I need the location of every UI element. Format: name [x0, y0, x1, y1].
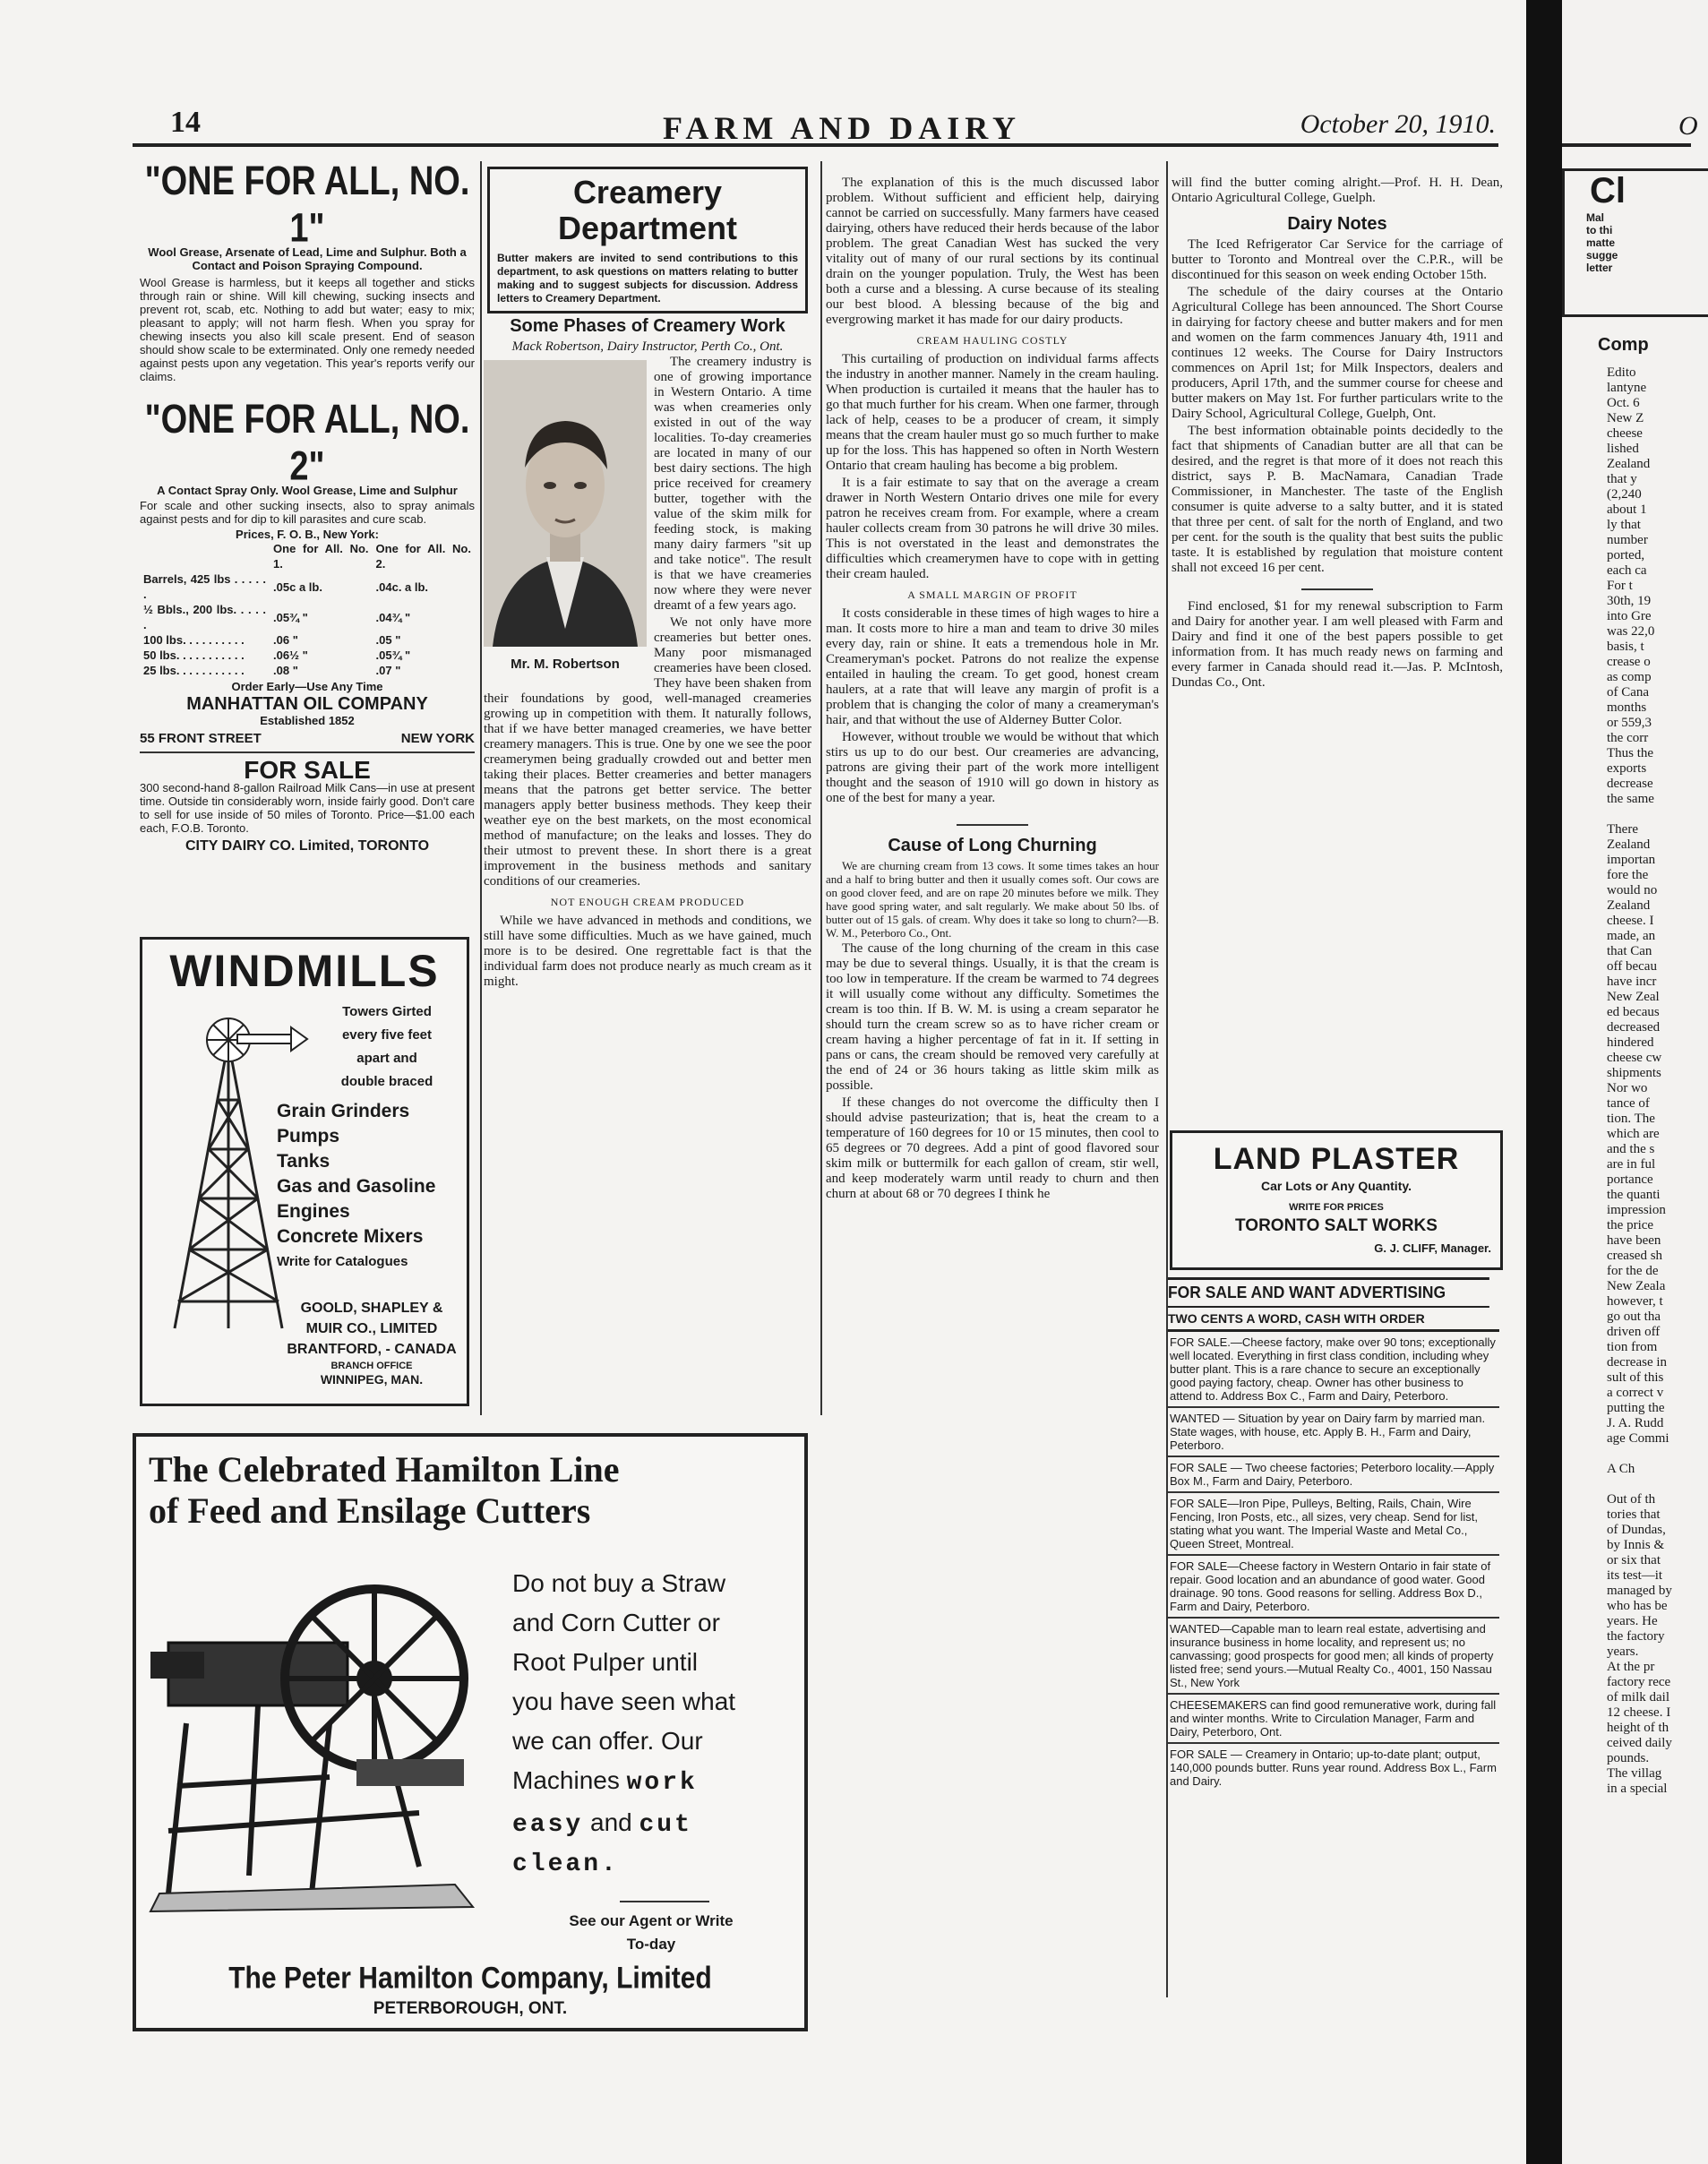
- windmills-ad: [140, 937, 469, 1406]
- product-item: Tanks: [277, 1151, 330, 1172]
- adjacent-line: cheese: [1607, 426, 1643, 441]
- section-divider: [1301, 588, 1373, 590]
- adjacent-line: sult of this: [1607, 1370, 1664, 1385]
- adjacent-line: or six that: [1607, 1553, 1661, 1567]
- column-4-notes: [1172, 176, 1503, 692]
- paragraph: This curtailing of production on individual farms affects the industry in another manner. Namely in the cream hauling. When production is curtailed it means that the hauler has to go that much further for his cream. When one farmer, through lack of help, ceases to be a producer of cream, it simply means that the cream hauler must go so much further to make up for the loss. This has happened so often in North Western Ontario that cream hauling has become a big problem.: [826, 352, 1159, 473]
- branch-city: WINNIPEG, MAN.: [320, 1372, 424, 1387]
- body-line: you have seen what: [512, 1687, 736, 1715]
- adjacent-line: New Z: [1607, 411, 1644, 425]
- hamilton-ad: [133, 1433, 808, 2031]
- paragraph: We not only have more creameries but better ones. Many poor mismanaged creameries have been closed. They have been shaken from their foundations by good, well-managed creameries growing up in competition with them. It naturally follows, that if we have better managed creameries, we have better creamery managers. This is true. One by one we see the poor creamerymen being gradually crowded out and better men taking their places. Better creameries and better managers means that the patrons get better service. The better managers apply better business methods. They keep their weather eye on the best markets, on the most economical method of manufacture; on the leaks and losses. They do their utmost to prevent these. In short there is a great improvement in the business methods and sanitary conditions of our creameries.: [484, 615, 811, 889]
- adjacent-line: 12 cheese. I: [1607, 1705, 1671, 1720]
- column-1-ads: [140, 158, 475, 854]
- dept-intro: Butter makers are invited to send contributions to this department, to ask questions on matters relating to butter making and to suggest subjects for discussion. Address letters to Creamery Department.: [497, 252, 798, 305]
- intro-fragment: sugge: [1586, 249, 1618, 262]
- land-plaster-sub: Car Lots or Any Quantity.: [1260, 1179, 1412, 1193]
- adjacent-line: importan: [1607, 853, 1656, 867]
- adjacent-line: crease o: [1607, 655, 1651, 669]
- price-row: [140, 648, 475, 663]
- hamilton-title-1: The Celebrated Hamilton Line: [149, 1449, 620, 1490]
- adjacent-line: shipments: [1607, 1066, 1661, 1080]
- tower-line: every five feet: [341, 1027, 433, 1043]
- price-cell: .06 ": [273, 633, 298, 647]
- paragraph: The explanation of this is the much discussed labor problem. Without sufficient and efficient help, dairying cannot be carried on successfully. Many farmers have ceased dairying, others have reduced their herds because of the labor problem. The great Canadian West has sucked the very vitality out of many of our rural sections by its continual drain on the younger population. Truly, the West has been both a curse and a blessing. A curse because of its stealing our best blood. A blessing because of the big and evergrowing market it has made for our dairy products.: [826, 176, 1159, 327]
- classified-list: [1168, 1332, 1499, 1791]
- paragraph: The Iced Refrigerator Car Service for the carriage of butter to Toronto and Montreal over the C.P.R., will be discontinued for this season on week ending October 15th.: [1172, 237, 1503, 282]
- product-item: Concrete Mixers: [277, 1226, 424, 1247]
- adjacent-line: putting the: [1607, 1401, 1665, 1415]
- price-cell: .05¾ ": [273, 610, 308, 624]
- adjacent-line: Zealand: [1607, 457, 1651, 471]
- price-head-cell: [140, 541, 270, 571]
- tower-line: apart and: [356, 1051, 417, 1066]
- adjacent-line: driven off: [1607, 1325, 1661, 1339]
- body-line: Do not buy a Straw: [512, 1569, 726, 1597]
- adjacent-line: ceived daily: [1607, 1736, 1672, 1750]
- hamilton-company: The Peter Hamilton Company, Limited: [228, 1961, 712, 1996]
- adjacent-line: decrease in: [1607, 1355, 1668, 1370]
- ad2-subtitle: A Contact Spray Only. Wool Grease, Lime and Sulphur: [157, 484, 458, 497]
- body-line-machines: [512, 1761, 790, 1803]
- adjacent-line: off becau: [1607, 959, 1657, 974]
- adjacent-text-column: [1607, 365, 1696, 1797]
- hamilton-title-2: of Feed and Ensilage Cutters: [149, 1490, 591, 1531]
- forsale-company: CITY DAIRY CO. Limited, TORONTO: [185, 838, 430, 854]
- price-cell: 25 lbs. . . . . . . . . . .: [143, 664, 245, 677]
- adjacent-line: lantyne: [1607, 381, 1647, 395]
- classified-title: FOR SALE AND WANT ADVERTISING: [1168, 1277, 1489, 1308]
- classified-item: WANTED — Situation by year on Dairy farm by married man. State wages, with house, etc. Apply B. H., Farm and Dairy, Peterboro.: [1168, 1408, 1499, 1457]
- creamery-dept-box: [487, 167, 808, 313]
- adjacent-line: creased sh: [1607, 1249, 1663, 1263]
- forsale-title: FOR SALE: [244, 756, 371, 784]
- adjacent-line: the quanti: [1607, 1188, 1661, 1202]
- hamilton-body: [512, 1564, 790, 1885]
- product-item: Gas and Gasoline: [277, 1176, 436, 1197]
- ad2-body: For scale and other sucking insects, also to spray animals against pests and for dip to kill parasites and cure scab.: [140, 499, 475, 526]
- adjacent-line: which are: [1607, 1127, 1660, 1141]
- adjacent-line: Oct. 6: [1607, 396, 1640, 410]
- adjacent-line: decreased: [1607, 1020, 1661, 1035]
- address-street: 55 FRONT STREET: [140, 731, 262, 746]
- classified-item: FOR SALE.—Cheese factory, make over 90 tons; exceptionally well located. Everything in first class condition, including whey butter plant. This is a rare chance to secure an exceptionally good paying factory, cheap. Owner has other business to attend to. Address Box C., Farm and Dairy, Peterboro.: [1168, 1332, 1499, 1408]
- price-cell: .05 ": [375, 633, 401, 647]
- land-plaster-title: LAND PLASTER: [1213, 1142, 1460, 1176]
- photo-caption: Mr. M. Robertson: [511, 657, 620, 672]
- ad1-subtitle: Wool Grease, Arsenate of Lead, Lime and Sulphur. Both a Contact and Poison Spraying Compound.: [148, 245, 467, 272]
- price-cell: 50 lbs. . . . . . . . . . .: [143, 648, 245, 662]
- adjacent-line: by Innis &: [1607, 1538, 1665, 1552]
- adjacent-line: Zealand: [1607, 898, 1651, 913]
- body-line: we can offer. Our: [512, 1727, 703, 1755]
- adjacent-line: that y: [1607, 472, 1637, 486]
- adjacent-line: Zealand: [1607, 837, 1651, 852]
- body-word: Machines: [512, 1766, 620, 1794]
- intro-fragment: to thi: [1586, 224, 1613, 236]
- subheading: NOT ENOUGH CREAM PRODUCED: [550, 896, 745, 908]
- question-paragraph: We are churning cream from 13 cows. It some times takes an hour and a half to bring butter and then it usually comes soft. Our cows are on good clover feed, and are on rape 20 minutes before we milk. They have good spring water, and salt regularly. We make about 50 lbs. of butter out of 15 gals. of cream. Why does it take so long to churn?—B. W. M., Peterboro Co., Ont.: [826, 859, 1159, 940]
- ad1-title: "ONE FOR ALL, NO. 1": [144, 159, 470, 252]
- adjacent-line: years. He: [1607, 1614, 1658, 1628]
- price-cell: .06½ ": [273, 648, 308, 662]
- adjacent-line: have incr: [1607, 975, 1657, 989]
- adjacent-line: Out of th: [1607, 1492, 1656, 1507]
- adjacent-line: Thus the: [1607, 746, 1654, 760]
- paragraph: Find enclosed, $1 for my renewal subscription to Farm and Dairy for another year. I am well pleased with Farm and Dairy and find it one of the best papers possible to get information from. It has much ready news on farming and every farmer in Canada should read it.—Jas. P. McIntosh, Dundas Co., Ont.: [1172, 599, 1503, 690]
- portrait-block: [484, 360, 647, 683]
- adjacent-line: J. A. Rudd: [1607, 1416, 1664, 1430]
- adjacent-line: tion. The: [1607, 1112, 1655, 1126]
- adjacent-line: cheese cw: [1607, 1051, 1662, 1065]
- company-line: BRANTFORD, - CANADA: [287, 1342, 457, 1357]
- product-item: Engines: [277, 1201, 350, 1222]
- adjacent-line: [1607, 1477, 1696, 1492]
- adjacent-line: go out tha: [1607, 1310, 1661, 1324]
- paragraph: The cause of the long churning of the cream in this case may be due to several things. Usually, it is that the cream is too low in temperature. If the cream be warmed to 74 degrees it will usually come without any difficulty. Sometimes the cream is too thin. If B. W. M. is using a cream separator he should turn the cream screw so as to have richer cream or cream having a higher percentage of fat in it. If setting in pans or cans, the cream should be removed very carefully at the end of 24 or 36 hours taking as little skim milk as possible.: [826, 941, 1159, 1093]
- classified-item: FOR SALE—Iron Pipe, Pulleys, Belting, Rails, Chain, Wire Fencing, Iron Posts, etc., all sizes, very cheap. Send for list, stating what you want. The Imperial Waste and Metal Co., Queen Street, Montreal.: [1168, 1493, 1499, 1556]
- classified-section: [1168, 1277, 1499, 1791]
- adjacent-line: basis, t: [1607, 640, 1644, 654]
- adjacent-line: (2,240: [1607, 487, 1642, 502]
- header-rule: [133, 143, 1498, 147]
- adjacent-line: decrease: [1607, 777, 1653, 791]
- adjacent-line: managed by: [1607, 1584, 1672, 1598]
- price-cell: Barrels, 425 lbs . . . . . .: [143, 572, 267, 601]
- price-cell: .04c. a lb.: [375, 580, 429, 594]
- hamilton-cta: [512, 1910, 790, 1956]
- adjacent-line: ed becaus: [1607, 1005, 1660, 1019]
- adjacent-line: in a special: [1607, 1782, 1668, 1796]
- branch-office: BRANCH OFFICE: [330, 1361, 413, 1371]
- adjacent-line: For t: [1607, 579, 1633, 593]
- page-number: 14: [170, 106, 201, 139]
- portrait-photo: [484, 360, 647, 647]
- price-cell: ½ Bbls., 200 lbs. . . . . .: [143, 603, 267, 631]
- adjacent-line: The villag: [1607, 1766, 1662, 1781]
- adjacent-line: as comp: [1607, 670, 1652, 684]
- adjacent-line: about 1: [1607, 502, 1647, 517]
- adjacent-line: hindered: [1607, 1035, 1654, 1050]
- adjacent-dept-box: [1562, 168, 1708, 317]
- classified-item: FOR SALE — Two cheese factories; Peterboro locality.—Apply Box M., Farm and Dairy, Peterboro.: [1168, 1457, 1499, 1493]
- adjacent-line: portance: [1607, 1172, 1653, 1187]
- land-plaster-write: WRITE FOR PRICES: [1289, 1202, 1384, 1213]
- adjacent-line: who has be: [1607, 1599, 1668, 1613]
- adjacent-dept-intro: [1565, 211, 1708, 274]
- price-cell: .05¾ ": [375, 648, 411, 662]
- hamilton-city: PETERBOROUGH, ONT.: [373, 1999, 568, 2018]
- adjacent-line: New Zeal: [1607, 990, 1660, 1004]
- adjacent-line: the factory: [1607, 1629, 1665, 1644]
- adjacent-line: of Cana: [1607, 685, 1650, 700]
- price-cell: .05c a lb.: [273, 580, 322, 594]
- adjacent-line: height of th: [1607, 1721, 1669, 1735]
- manhattan-address: [140, 731, 475, 753]
- dept-title: Creamery Department: [557, 174, 738, 246]
- prices-title: Prices, F. O. B., New York:: [236, 528, 379, 541]
- adjacent-line: of Dundas,: [1607, 1523, 1666, 1537]
- intro-fragment: Mal: [1586, 211, 1605, 224]
- body-word-bold: work: [626, 1769, 698, 1797]
- adjacent-comp-heading: Comp: [1598, 335, 1649, 355]
- adjacent-header-letter: O: [1678, 111, 1698, 141]
- adjacent-line: cheese. I: [1607, 914, 1654, 928]
- intro-fragment: matte: [1586, 236, 1616, 249]
- adjacent-line: tance of: [1607, 1096, 1650, 1111]
- product-item: Pumps: [277, 1126, 340, 1146]
- adjacent-line: have been: [1607, 1233, 1661, 1248]
- adjacent-line: Edito: [1607, 365, 1636, 380]
- price-cell: .04¾ ": [375, 610, 411, 624]
- adjacent-line: or 559,3: [1607, 716, 1652, 730]
- order-line: Order Early—Use Any Time: [231, 680, 383, 693]
- company-line: GOOLD, SHAPLEY &: [300, 1301, 443, 1316]
- manhattan-company: MANHATTAN OIL COMPANY: [186, 694, 428, 714]
- masthead: FARM AND DAIRY: [663, 110, 1022, 146]
- article-title: Some Phases of Creamery Work: [510, 316, 785, 336]
- adjacent-line: of milk dail: [1607, 1690, 1669, 1705]
- adjacent-line: ly that: [1607, 518, 1641, 532]
- adjacent-line: pounds.: [1607, 1751, 1650, 1765]
- classified-rate: TWO CENTS A WORD, CASH WITH ORDER: [1168, 1308, 1499, 1332]
- column-3-article: [826, 176, 1159, 1204]
- adjacent-line: and the s: [1607, 1142, 1655, 1156]
- paragraph: The best information obtainable points decidedly to the fact that shipments of Canadian butter are all that can be desired, and the regret is that more of it does not reach this district, says P. B. MacNamara, Canadian Trade Commissioner, in Manchester. The taste of the English consumer is quite adverse to a salty butter, and it is stated that three per cent. of salt for the north of England, and two per cent. for the south is the quality that best suits the public taste. It is established by regulation that moisture content shall not exceed 16 per cent.: [1172, 424, 1503, 575]
- paragraph: It is a fair estimate to say that on the average a cream drawer in North Western Ontario drives one mile for every patron he receives cream from. For example, where a cream hauler collects cream from 30 patrons he will drive 30 miles. This is not overstated in the least and demonstrates the difficulties which creamerymen have to cope with in getting their cream hauled.: [826, 476, 1159, 581]
- adjacent-line: number: [1607, 533, 1648, 547]
- subheading: CREAM HAULING COSTLY: [916, 334, 1069, 347]
- adjacent-line: [1607, 807, 1696, 822]
- column-rule: [820, 161, 822, 1415]
- body-line-easy: [512, 1803, 790, 1845]
- adjacent-line: the price: [1607, 1218, 1654, 1232]
- adjacent-line: fore the: [1607, 868, 1649, 882]
- address-city: NEW YORK: [400, 731, 475, 746]
- adjacent-header-rule: [1562, 143, 1691, 147]
- company-line: MUIR CO., LIMITED: [305, 1321, 438, 1336]
- issue-date: October 20, 1910.: [1300, 109, 1496, 139]
- adjacent-line: into Gre: [1607, 609, 1652, 623]
- article-byline: Mack Robertson, Dairy Instructor, Perth Co., Ont.: [511, 339, 784, 354]
- product-item: Grain Grinders: [277, 1101, 410, 1121]
- adjacent-line: was 22,0: [1607, 624, 1655, 639]
- price-cell: 100 lbs. . . . . . . . . .: [143, 633, 245, 647]
- body-word-bold: clean.: [512, 1851, 619, 1878]
- body-word: and: [590, 1808, 632, 1836]
- price-row: [140, 663, 475, 678]
- cutter-machine-illustration: [150, 1562, 491, 1911]
- adjacent-line: would no: [1607, 883, 1658, 897]
- ad1-body: Wool Grease is harmless, but it keeps all together and sticks through rain or shine. Will kill chewing, sucking insects and prevent rot, scab, etc. Nothing to add but water; easy to mix; pleasant to apply; will not harm flesh. When you spray for chewing insects you also kill scale present. End of season should show scale to be exterminated. Only one remedy needed against pests upon any vegetation. This year's reports verify our claims.: [140, 276, 475, 383]
- subheading: A SMALL MARGIN OF PROFIT: [907, 588, 1077, 601]
- adjacent-line: New Zeala: [1607, 1279, 1666, 1293]
- adjacent-line: tories that: [1607, 1507, 1661, 1522]
- adjacent-line: are in ful: [1607, 1157, 1656, 1172]
- adjacent-line: months: [1607, 700, 1647, 715]
- paragraph: It costs considerable in these times of high wages to hire a man. It costs more to hire a man and team to drive 30 miles every day, rain or shine. It eats a tremendous hole in Mr. Creameryman's pocket. Patrons do not realize the expense entailed in hauling the cream. To get good, honest cream haulers, at a rate that will leave any margin of profit is a problem that is changing the color of many a creameryman's hair, and that without the use of Alderney Butter Color.: [826, 606, 1159, 727]
- paragraph: However, without trouble we would be without that which stirs us up to do our best. Our creameries are advancing, patrons are giving their part of the work more intelligent thought and the season of 1910 will go down in history as one of the best for many a year.: [826, 730, 1159, 805]
- paragraph: While we have advanced in methods and conditions, we still have some difficulties. Much as we have gained, much more is to be desired. One regrettable fact is that the individual farm does not produce nearly as much cream as it might.: [484, 914, 811, 989]
- column-2-creamery: [484, 167, 811, 992]
- today-line: To-day: [626, 1936, 676, 1953]
- adjacent-line: years.: [1607, 1644, 1639, 1659]
- adjacent-line: however, t: [1607, 1294, 1663, 1309]
- adjacent-line: 30th, 19: [1607, 594, 1652, 608]
- adjacent-line: Nor wo: [1607, 1081, 1648, 1095]
- classified-item: FOR SALE — Creamery in Ontario; up-to-date plant; output, 140,000 pounds butter. Runs year round. Address Box L., Farm and Dairy.: [1170, 1748, 1497, 1788]
- adjacent-line: lished: [1607, 442, 1639, 456]
- ad-divider: [620, 1901, 709, 1902]
- classified-item: CHEESEMAKERS can find good remunerative work, during fall and winter months. Write to Circulation Manager, Farm and Dairy, Peterboro, Ont.: [1168, 1695, 1499, 1744]
- land-plaster-manager: G. J. CLIFF, Manager.: [1374, 1241, 1491, 1255]
- price-cell: .07 ": [375, 664, 401, 677]
- windmills-title: WINDMILLS: [169, 946, 440, 996]
- paragraph: The creamery industry is one of growing importance in Western Ontario. A time was when creameries only existed in out of the way localities. To-day creameries are located in many of our best dairy sections. The high price received for creamery butter, together with the value of the skim milk for feeding stock, is making many dairy farmers "sit up and take notice". The result is that we have creameries now where they were never dreamt of a few years ago.: [654, 355, 811, 613]
- body-word-bold: easy: [512, 1811, 584, 1839]
- adjacent-line: each ca: [1607, 563, 1647, 578]
- classified-item: FOR SALE—Cheese factory in Western Ontario in fair state of repair. Good location and an abundance of good water. Good drainage. 90 tons. Good reasons for selling. Address Box D., Farm and Dairy, Peterboro.: [1168, 1556, 1499, 1619]
- adjacent-line: There: [1607, 822, 1638, 837]
- adjacent-line: for the de: [1607, 1264, 1659, 1278]
- adjacent-line: tion from: [1607, 1340, 1658, 1354]
- adjacent-line: [1607, 1447, 1696, 1462]
- forsale-body: 300 second-hand 8-gallon Railroad Milk Cans—in use at present time. Outside tin considerably worn, inside fairly good. Don't care to sell for use inside of 50 miles of Toronto. Price—$1.00 each each, F.O.B. Toronto.: [140, 781, 475, 835]
- price-table-header: [140, 541, 475, 571]
- adjacent-line: ported,: [1607, 548, 1645, 562]
- land-plaster-company: TORONTO SALT WORKS: [1235, 1216, 1438, 1235]
- adjacent-line: its test—it: [1607, 1568, 1663, 1583]
- classified-item: WANTED—Capable man to learn real estate, advertising and insurance business in home locality, and represent us; no canvassing; good prospects for good men; all kinds of property listed free; send yours.—Mutual Realty Co., 4001, 150 Nassau St., New York: [1168, 1619, 1499, 1695]
- intro-fragment: letter: [1586, 262, 1613, 274]
- body-word-bold: cut: [639, 1811, 692, 1839]
- write-for-catalogues: Write for Catalogues: [277, 1254, 408, 1269]
- page-gutter: [1526, 0, 1562, 2164]
- adjacent-line: exports: [1607, 761, 1647, 776]
- body-line: Root Pulper until: [512, 1648, 699, 1676]
- windmills-products: [277, 1099, 467, 1275]
- ad2-title: "ONE FOR ALL, NO. 2": [144, 397, 470, 490]
- adjacent-line: a correct v: [1607, 1386, 1664, 1400]
- adjacent-line: the corr: [1607, 731, 1649, 745]
- windmills-company: [277, 1298, 467, 1387]
- dairy-notes-title: Dairy Notes: [1287, 214, 1387, 234]
- tower-line: Towers Girted: [342, 1004, 432, 1019]
- adjacent-line: factory rece: [1607, 1675, 1671, 1689]
- price-row: [140, 602, 475, 632]
- price-row: [140, 632, 475, 648]
- price-row: [140, 571, 475, 602]
- body-line: and Corn Cutter or: [512, 1609, 720, 1636]
- adjacent-line: age Commi: [1607, 1431, 1669, 1446]
- paragraph: will find the butter coming alright.—Prof. H. H. Dean, Ontario Agricultural College, Guelph.: [1172, 176, 1503, 205]
- adjacent-line: impression: [1607, 1203, 1666, 1217]
- paragraph: The schedule of the dairy courses at the Ontario Agricultural College has been announced. The Short Course in dairying for factory cheese and butter makers and for men and women on the farm commences January 4th, 1911 and continues 12 weeks. The Course for Dairy Instructors commences on April 1st; for Milk Inspectors, dealers and producers, April 17th, and the summer course for cheese and butter makers on May 1st. For further particulars write to the Dairy School, Agricultural College, Guelph, Ont.: [1172, 285, 1503, 421]
- price-head-cell: One for All. No. 1.: [273, 542, 369, 571]
- agent-line: See our Agent or Write: [569, 1912, 734, 1929]
- adjacent-line: made, an: [1607, 929, 1656, 943]
- price-cell: .08 ": [273, 664, 298, 677]
- adjacent-dept-title: Cl: [1590, 171, 1626, 210]
- adjacent-line: A Ch: [1607, 1462, 1635, 1476]
- adjacent-page-fragment: [1562, 0, 1698, 2164]
- section-divider: [957, 824, 1028, 826]
- adjacent-line: At the pr: [1607, 1660, 1655, 1674]
- tower-line: double braced: [340, 1074, 433, 1089]
- adjacent-line: that Can: [1607, 944, 1652, 958]
- established-line: Established 1852: [260, 714, 355, 727]
- land-plaster-ad: [1170, 1130, 1503, 1270]
- column-rule: [480, 161, 482, 1415]
- adjacent-line: the same: [1607, 792, 1654, 806]
- paragraph: If these changes do not overcome the difficulty then I should advise pasteurization; that is, heat the cream to a temperature of 160 degrees for 10 or 15 minutes, then cool to 65 degrees or 70 degrees. Add a pint of good flavored sour skim milk or buttermilk for each gallon of cream, stir well, and keep moderately warm until ready to churn and then churn at about 68 or 70 degrees I think he: [826, 1095, 1159, 1201]
- price-head-cell: One for All. No. 2.: [375, 542, 471, 571]
- windmills-tower-text: [311, 1000, 463, 1094]
- churning-title: Cause of Long Churning: [888, 836, 1097, 855]
- price-table: [140, 541, 475, 678]
